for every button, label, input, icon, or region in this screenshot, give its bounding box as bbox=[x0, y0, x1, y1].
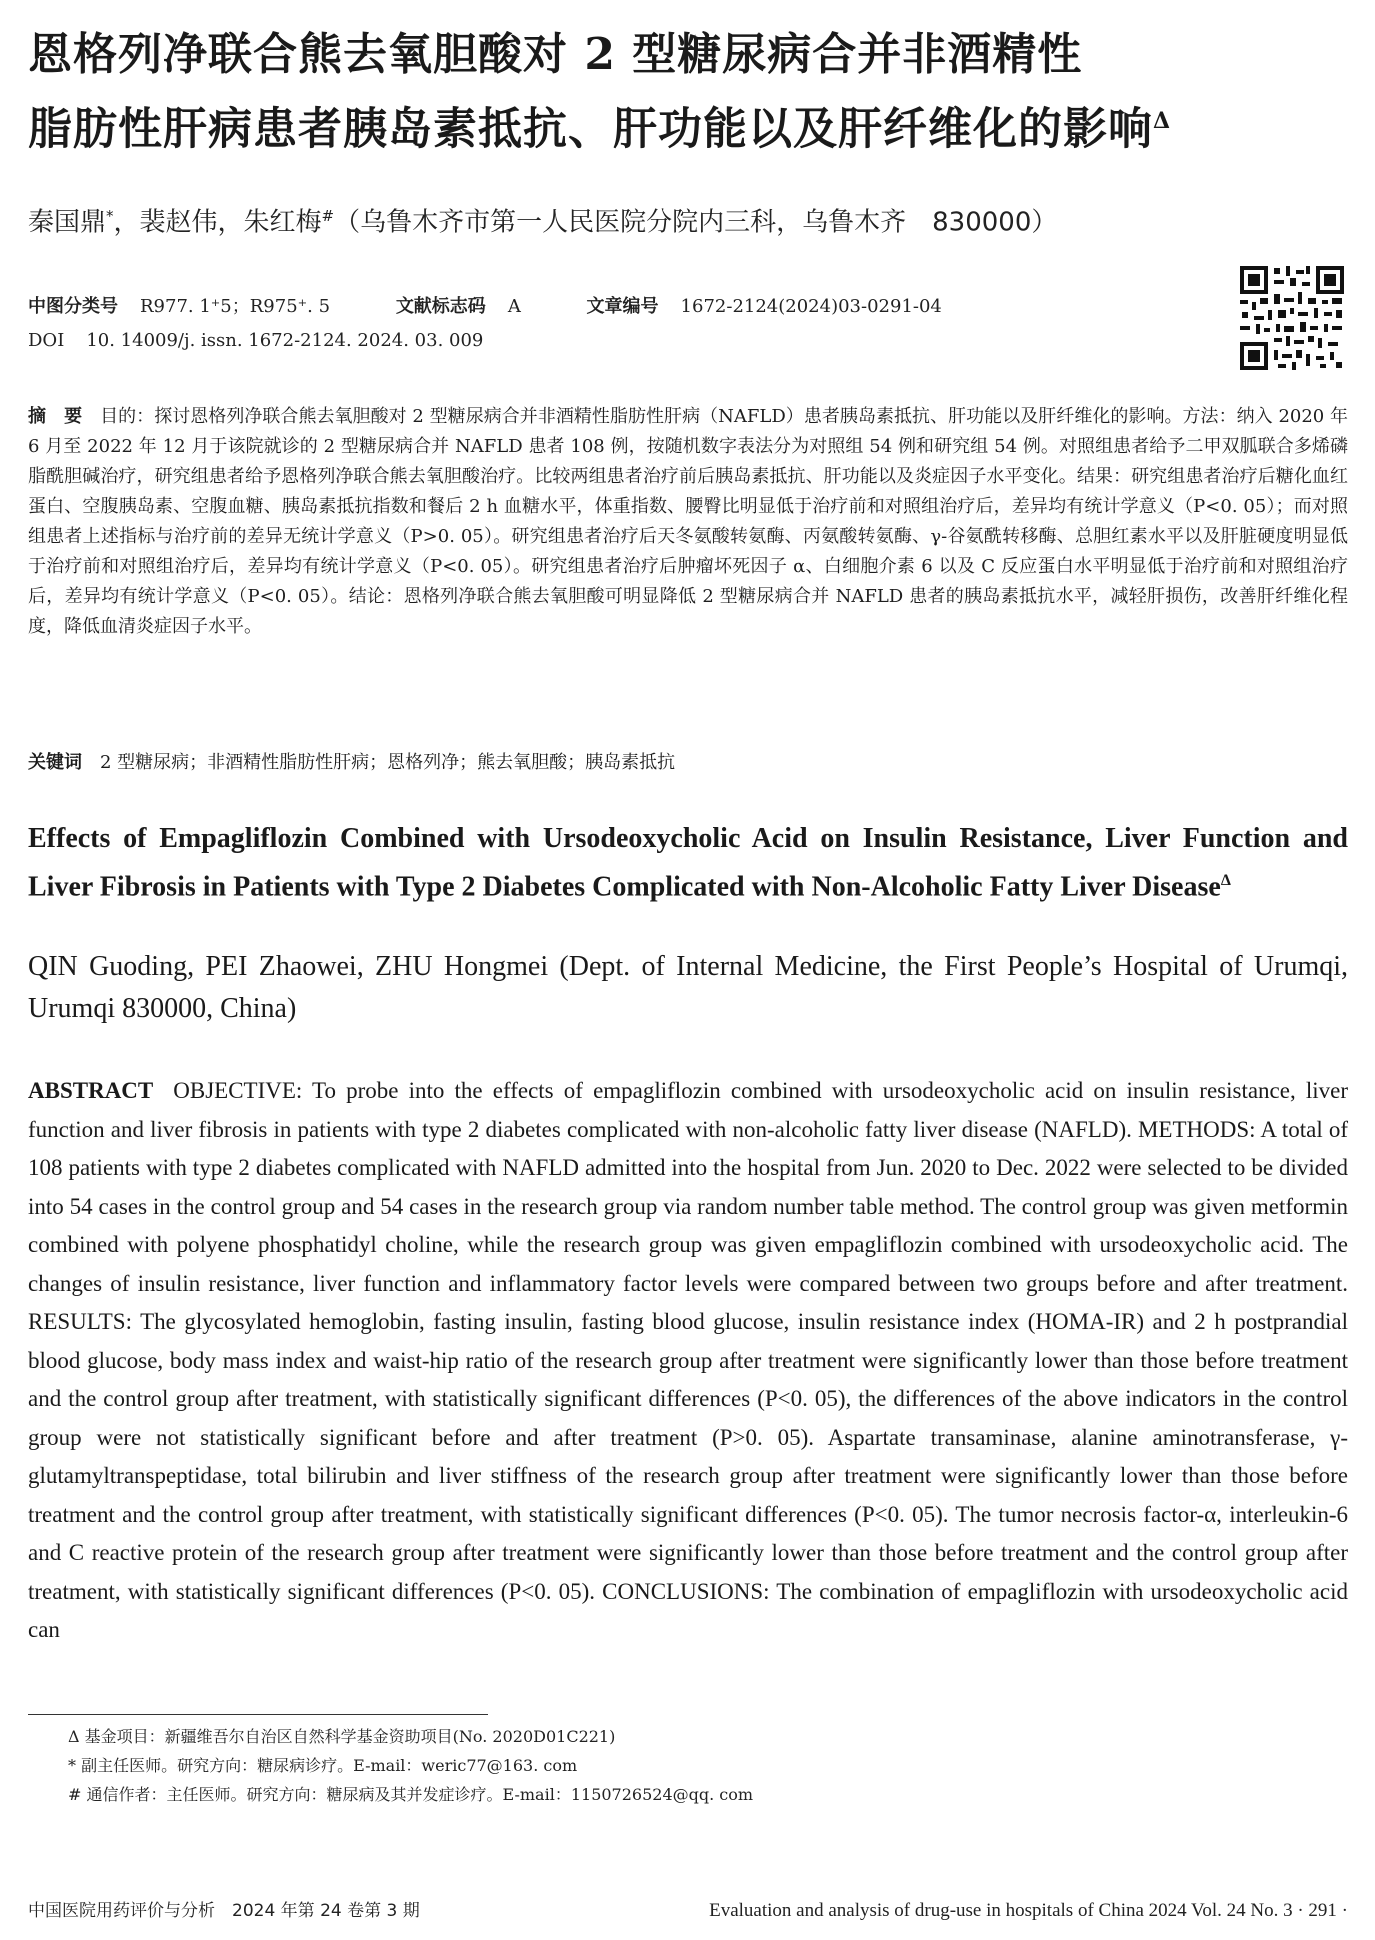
article-metadata bbox=[28, 290, 942, 358]
doi-value: 10. 14009/j. issn. 1672-2124. 2024. 03. 009 bbox=[86, 330, 484, 351]
affiliation-cn: （乌鲁木齐市第一人民医院分院内三科，乌鲁木齐 830000） bbox=[334, 207, 1058, 238]
author-mark-1: * bbox=[106, 207, 114, 225]
abstract-cn bbox=[28, 402, 1348, 642]
footnote-first-author bbox=[68, 1751, 753, 1780]
doi-label: DOI bbox=[28, 330, 65, 351]
clc-label: 中图分类号 bbox=[28, 296, 118, 317]
article-title-cn bbox=[28, 22, 1348, 163]
article-id-value: 1672-2124(2024)03-0291-04 bbox=[680, 296, 942, 317]
authors-en: QIN Guoding, PEI Zhaowei, ZHU Hongmei (Dept. of Internal Medicine, the First People’s Hospital of Urumqi, Urumqi 830000, China) bbox=[28, 951, 1348, 1024]
abstract-en-text: OBJECTIVE: To probe into the effects of empagliflozin combined with ursodeoxycholic acid on insulin resistance, liver function and liver fibrosis in patients with type 2 diabetes complicated with non-alcoholic fatty liver disease (NAFLD). METHODS: A total of 108 patients with type 2 diabetes complicated with NAFLD admitted into the hospital from Jun. 2020 to Dec. 2022 were selected to be divided into 54 cases in the control group and 54 cases in the research group via random number table method. The control group was given metformin combined with polyene phosphatidyl choline, while the research group was given empagliflozin combined with ursodeoxycholic acid. The changes of insulin resistance, liver function and inflammatory factor levels were compared between two groups before and after treatment. RESULTS: The glycosylated hemoglobin, fasting insulin, fasting blood glucose, insulin resistance index (HOMA-IR) and 2 h postprandial blood glucose, body mass index and waist-hip ratio of the research group after treatment were significantly lower than those before treatment and the control group after treatment, with statistically significant differences (P<0. 05), the differences of the above indicators in the control group were not statistically significant before and after treatment (P>0. 05). Aspartate transaminase, alanine aminotransferase, γ-glutamyltranspeptidase, total bilirubin and liver stiffness of the research group after treatment were significantly lower than those before treatment and the control group after treatment, with statistically significant differences (P<0. 05). The tumor necrosis factor-α, interleukin-6 and C reactive protein of the research group after treatment were significantly lower than those before treatment and the control group after treatment, with statistically significant differences (P<0. 05). CONCLUSIONS: The combination of empagliflozin with ursodeoxycholic acid can bbox=[28, 1078, 1348, 1642]
abstract-en bbox=[28, 1072, 1348, 1650]
metadata-row-1 bbox=[28, 290, 942, 324]
footnote-funding bbox=[68, 1722, 753, 1751]
author-mark-2: # bbox=[321, 207, 335, 225]
footnote-mark: * bbox=[68, 1756, 76, 1775]
article-title-en bbox=[28, 818, 1348, 908]
author-name-1: 秦国鼎 bbox=[28, 207, 107, 238]
footnote-text: 副主任医师。研究方向：糖尿病诊疗。E-mail：weric77@163. com bbox=[81, 1756, 578, 1775]
title-en-text: Effects of Empagliflozin Combined with Ursodeoxycholic Acid on Insulin Resistance, Liver Function and Liver Fibrosis in Patients with Type 2 Diabetes Complicated with Non-Alcoholic Fatty Liver Disease bbox=[28, 823, 1348, 903]
author-names-rest: ，裴赵伟，朱红梅 bbox=[113, 207, 322, 238]
abstract-cn-label: 摘 要 bbox=[28, 406, 83, 427]
keywords-cn bbox=[28, 748, 675, 778]
keywords-cn-label: 关键词 bbox=[28, 752, 82, 773]
qr-code-icon[interactable] bbox=[1238, 264, 1346, 372]
keywords-cn-text: 2 型糖尿病；非酒精性脂肪性肝病；恩格列净；熊去氧胆酸；胰岛素抵抗 bbox=[100, 752, 676, 773]
footnote-corresponding-author bbox=[68, 1780, 753, 1809]
abstract-en-label: ABSTRACT bbox=[28, 1078, 154, 1103]
funding-mark: Δ bbox=[1153, 108, 1172, 134]
footnotes bbox=[68, 1722, 753, 1809]
footnote-divider bbox=[28, 1714, 488, 1715]
metadata-row-2 bbox=[28, 324, 942, 358]
footnote-mark: Δ bbox=[68, 1727, 80, 1746]
title-cn-line-2 bbox=[28, 88, 1348, 163]
title-cn-line-2-text: 脂肪性肝病患者胰岛素抵抗、肝功能以及肝纤维化的影响 bbox=[28, 103, 1153, 155]
title-cn-line-1: 恩格列净联合熊去氧胆酸对 2 型糖尿病合并非酒精性 bbox=[28, 29, 1083, 80]
abstract-cn-text: 目的：探讨恩格列净联合熊去氧胆酸对 2 型糖尿病合并非酒精性脂肪性肝病（NAFLD）患者胰岛素抵抗、肝功能以及肝纤维化的影响。方法：纳入 2020 年 6 月至 2022 年 12 月于该院就诊的 2 型糖尿病合并 NAFLD 患者 108 例，按随机数字表法分为对照组 54 例和研究组 54 例。对照组患者给予二甲双胍联合多烯磷脂酰胆碱治疗，研究组患者给予恩格列净联合熊去氧胆酸治疗。比较两组患者治疗前后胰岛素抵抗、肝功能以及炎症因子水平变化。结果：研究组患者治疗后糖化血红蛋白、空腹胰岛素、空腹血糖、胰岛素抵抗指数和餐后 2 h 血糖水平，体重指数、腰臀比明显低于治疗前和对照组治疗后，差异均有统计学意义（P<0. 05）；而对照组患者上述指标与治疗前的差异无统计学意义（P>0. 05）。研究组患者治疗后天冬氨酸转氨酶、丙氨酸转氨酶、γ-谷氨酰转移酶、总胆红素水平以及肝脏硬度明显低于治疗前和对照组治疗后，差异均有统计学意义（P<0. 05）。研究组患者治疗后肿瘤坏死因子 α、白细胞介素 6 以及 C 反应蛋白水平明显低于治疗前和对照组治疗后，差异均有统计学意义（P<0. 05）。结论：恩格列净联合熊去氧胆酸可明显降低 2 型糖尿病合并 NAFLD 患者的胰岛素抵抗水平，减轻肝损伤，改善肝纤维化程度，降低血清炎症因子水平。 bbox=[28, 406, 1349, 637]
article-id-label: 文章编号 bbox=[586, 296, 659, 317]
footnote-text: 基金项目：新疆维吾尔自治区自然科学基金资助项目(No. 2020D01C221) bbox=[84, 1727, 616, 1746]
journal-name-en: Evaluation and analysis of drug-use in hospitals of China 2024 Vol. 24 No. 3 · 291 · bbox=[709, 1900, 1348, 1921]
doc-code-label: 文献标志码 bbox=[395, 296, 486, 317]
footnote-mark: # bbox=[68, 1785, 82, 1804]
clc-value: R977. 1⁺5；R975⁺. 5 bbox=[140, 296, 331, 317]
authors-cn bbox=[28, 198, 1057, 241]
journal-name-cn: 中国医院用药评价与分析 2024 年第 24 卷第 3 期 bbox=[28, 1901, 420, 1921]
footnote-text: 通信作者：主任医师。研究方向：糖尿病及其并发症诊疗。E-mail：1150726524@qq. com bbox=[86, 1785, 754, 1804]
title-en-funding-mark: Δ bbox=[1220, 872, 1231, 889]
doc-code-value: A bbox=[507, 296, 521, 317]
